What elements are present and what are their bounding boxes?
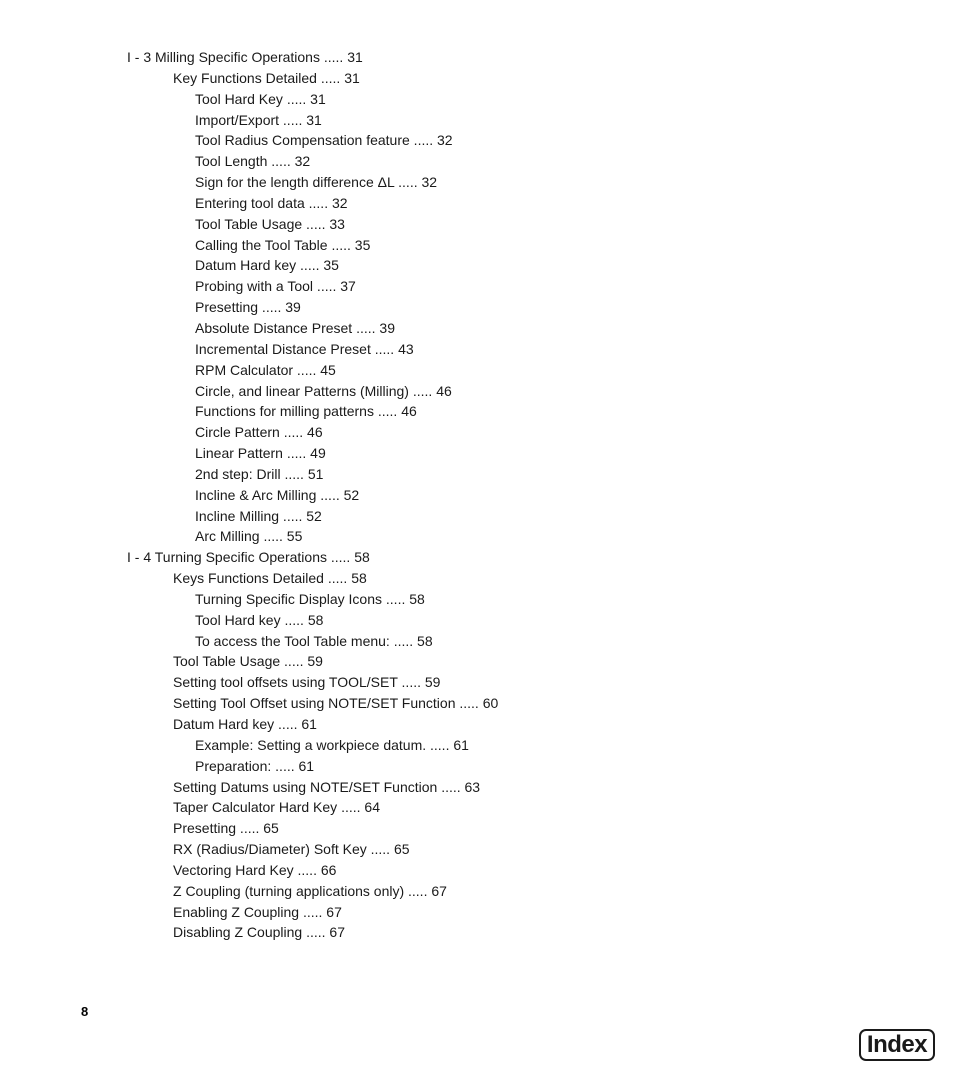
toc-entry[interactable]: RPM Calculator ..... 45: [195, 361, 336, 378]
toc-entry[interactable]: Datum Hard key ..... 61: [173, 716, 317, 732]
toc-entry[interactable]: Disabling Z Coupling ..... 67: [173, 924, 345, 941]
toc-entry[interactable]: Linear Pattern ..... 49: [195, 445, 326, 462]
toc-entry[interactable]: Sign for the length difference ΔL ..... 32: [195, 174, 438, 191]
toc-entry[interactable]: Example: Setting a workpiece datum. ..... 61: [195, 736, 469, 753]
toc-entry[interactable]: Tool Length ..... 32: [195, 153, 311, 170]
table-of-contents: [0, 47, 954, 943]
toc-entry[interactable]: Entering tool data ..... 32: [195, 194, 348, 211]
toc-entry[interactable]: Import/Export ..... 31: [195, 111, 322, 128]
toc-entry[interactable]: Tool Hard Key ..... 31: [195, 90, 326, 107]
toc-entry[interactable]: Incline & Arc Milling ..... 52: [195, 486, 360, 503]
toc-entry[interactable]: Z Coupling (turning applications only) ..... 67: [173, 882, 447, 899]
toc-entry[interactable]: Key Functions Detailed ..... 31: [173, 69, 360, 86]
toc-entry[interactable]: Setting tool offsets using TOOL/SET ..... 59: [173, 674, 441, 691]
toc-entry[interactable]: Presetting ..... 39: [195, 299, 301, 316]
toc-entry[interactable]: Tool Radius Compensation feature ..... 32: [195, 132, 453, 149]
toc-entry[interactable]: Datum Hard key ..... 35: [195, 257, 339, 274]
page-number: 8: [81, 1004, 89, 1019]
toc-entry[interactable]: RX (Radius/Diameter) Soft Key ..... 65: [173, 841, 410, 858]
toc-entry[interactable]: Enabling Z Coupling ..... 67: [173, 903, 342, 920]
toc-entry[interactable]: Arc Milling ..... 55: [195, 528, 303, 545]
toc-entry[interactable]: To access the Tool Table menu: ..... 58: [195, 632, 433, 649]
toc-entry[interactable]: I - 4 Turning Specific Operations ..... 58: [127, 549, 370, 566]
toc-entry[interactable]: Functions for milling patterns ..... 46: [195, 403, 417, 420]
toc-entry[interactable]: Probing with a Tool ..... 37: [195, 278, 356, 295]
toc-entry[interactable]: Incline Milling ..... 52: [195, 507, 322, 524]
toc-entry[interactable]: Setting Datums using NOTE/SET Function ..... 63: [173, 778, 481, 795]
toc-entry[interactable]: Preparation: ..... 61: [195, 757, 315, 774]
toc-entry[interactable]: 2nd step: Drill ..... 51: [195, 465, 324, 482]
toc-entry[interactable]: Tool Hard key ..... 58: [195, 611, 324, 628]
toc-entry[interactable]: Setting Tool Offset using NOTE/SET Function ..... 60: [173, 695, 499, 712]
toc-entry[interactable]: Tool Table Usage ..... 33: [195, 215, 345, 232]
toc-entry[interactable]: Keys Functions Detailed ..... 58: [173, 570, 367, 587]
toc-entry[interactable]: Incremental Distance Preset ..... 43: [195, 340, 414, 357]
toc-entry[interactable]: Absolute Distance Preset ..... 39: [195, 319, 395, 336]
toc-entry[interactable]: I - 3 Milling Specific Operations ..... 31: [127, 49, 363, 65]
toc-entry[interactable]: Circle Pattern ..... 46: [195, 424, 323, 441]
toc-entry[interactable]: Presetting ..... 65: [173, 820, 279, 837]
toc-entry[interactable]: Taper Calculator Hard Key ..... 64: [173, 799, 380, 816]
toc-entry[interactable]: Tool Table Usage ..... 59: [173, 653, 323, 670]
toc-entry[interactable]: Circle, and linear Patterns (Milling) ..... 46: [195, 382, 452, 399]
toc-entry[interactable]: Vectoring Hard Key ..... 66: [173, 861, 337, 878]
toc-entry[interactable]: Turning Specific Display Icons ..... 58: [195, 590, 425, 607]
toc-entry[interactable]: Calling the Tool Table ..... 35: [195, 236, 371, 253]
index-button[interactable]: Index: [859, 1029, 935, 1061]
